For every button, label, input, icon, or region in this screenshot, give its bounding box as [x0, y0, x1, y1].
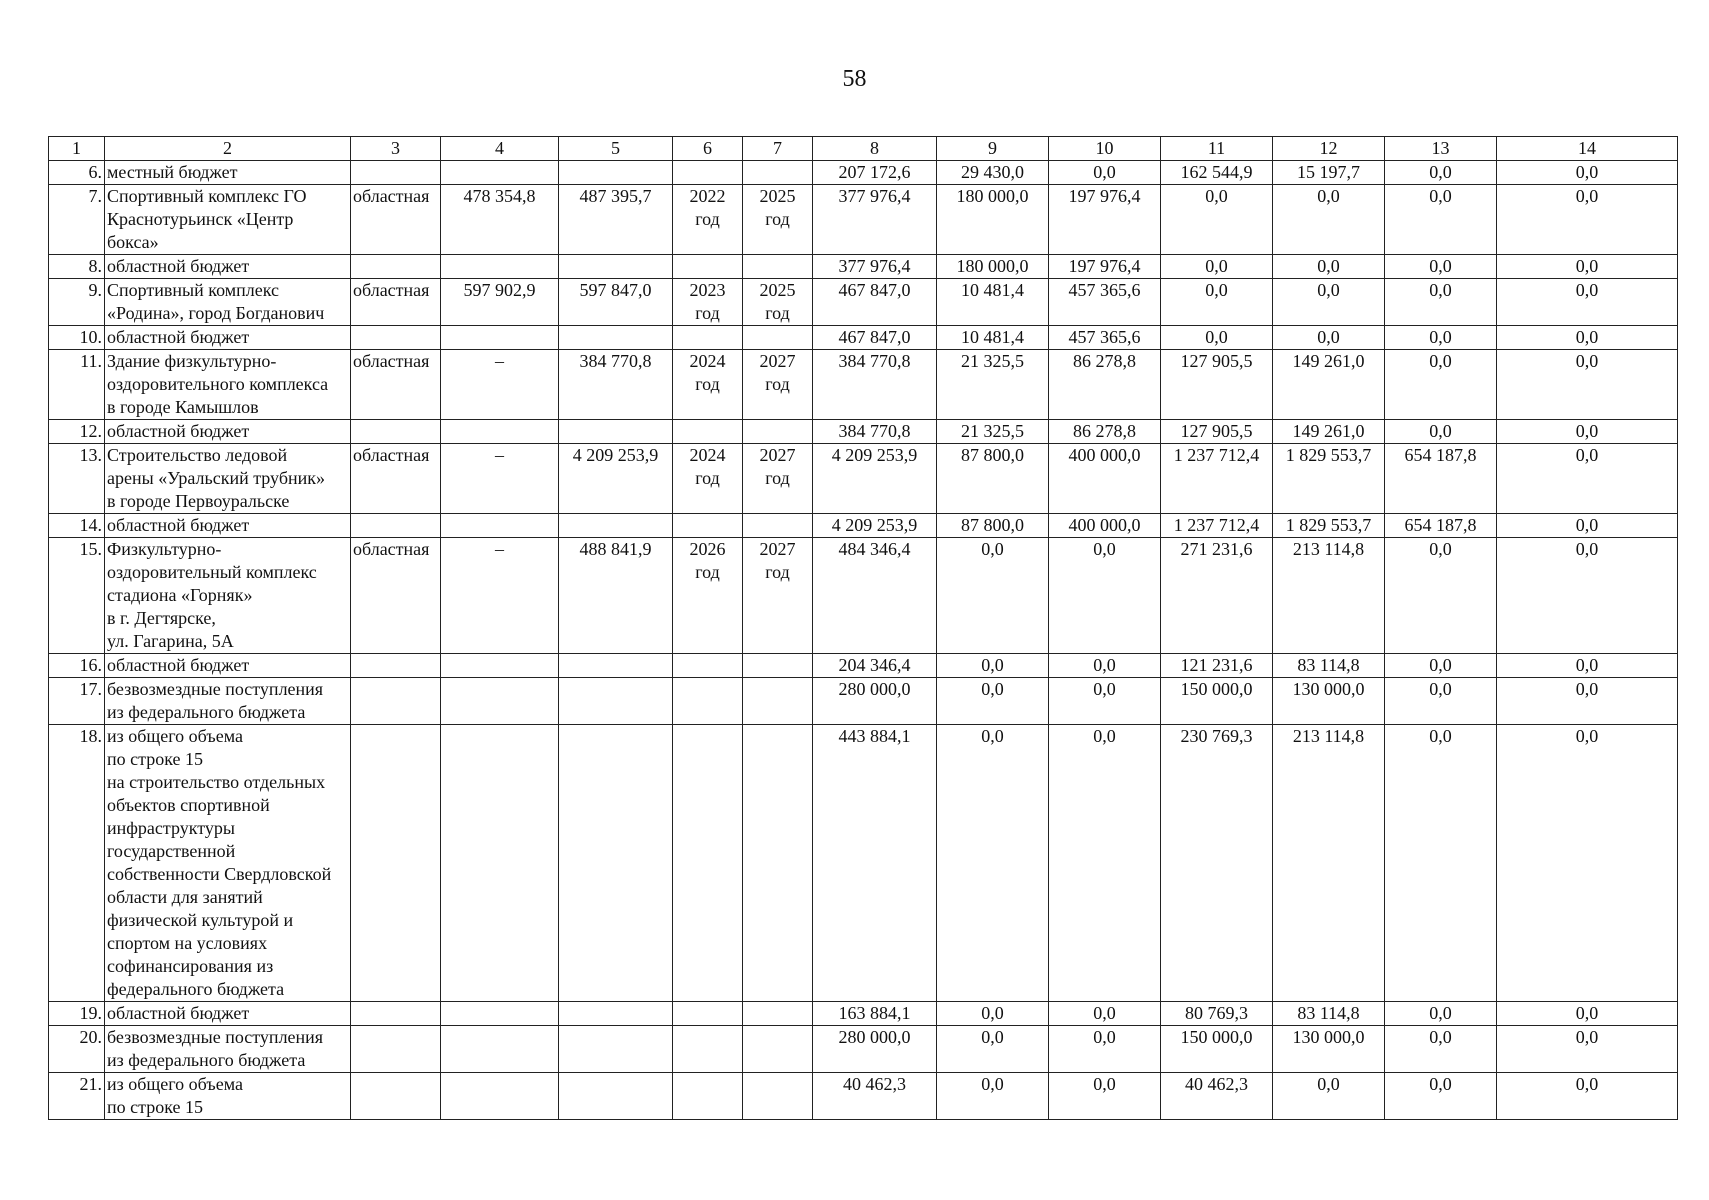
start-year: [673, 678, 743, 725]
amount-col-10: 0,0: [1049, 1002, 1161, 1026]
amount-col-10: 0,0: [1049, 725, 1161, 1002]
end-year: 2027 год: [743, 444, 813, 514]
amount-col-14: 0,0: [1497, 279, 1678, 326]
amount-col-14: 0,0: [1497, 514, 1678, 538]
estimated-cost: [441, 1002, 559, 1026]
amount-col-12: 130 000,0: [1273, 1026, 1385, 1073]
amount-col-13: 0,0: [1385, 538, 1497, 654]
amount-col-12: 149 261,0: [1273, 420, 1385, 444]
row-name: местный бюджет: [105, 161, 351, 185]
object-type: областная: [351, 350, 441, 420]
amount-col-12: 149 261,0: [1273, 350, 1385, 420]
estimated-cost: 478 354,8: [441, 185, 559, 255]
contract-cost: [559, 255, 673, 279]
amount-col-12: 0,0: [1273, 279, 1385, 326]
header-row: [49, 137, 1678, 161]
amount-col-11: 80 769,3: [1161, 1002, 1273, 1026]
amount-col-12: 213 114,8: [1273, 538, 1385, 654]
table-row: [49, 1026, 1678, 1073]
table-row: [49, 538, 1678, 654]
row-name: безвозмездные поступления из федерального бюджета: [105, 1026, 351, 1073]
estimated-cost: –: [441, 350, 559, 420]
amount-col-8: 443 884,1: [813, 725, 937, 1002]
amount-col-9: 180 000,0: [937, 185, 1049, 255]
estimated-cost: [441, 1073, 559, 1120]
start-year: [673, 1073, 743, 1120]
object-type: [351, 725, 441, 1002]
estimated-cost: [441, 161, 559, 185]
column-header: 8: [813, 137, 937, 161]
start-year: [673, 725, 743, 1002]
row-name: из общего объема по строке 15: [105, 1073, 351, 1120]
amount-col-8: 207 172,6: [813, 161, 937, 185]
contract-cost: [559, 1026, 673, 1073]
amount-col-14: 0,0: [1497, 725, 1678, 1002]
column-header: 7: [743, 137, 813, 161]
amount-col-8: 280 000,0: [813, 1026, 937, 1073]
amount-col-13: 0,0: [1385, 350, 1497, 420]
amount-col-10: 197 976,4: [1049, 255, 1161, 279]
amount-col-8: 384 770,8: [813, 350, 937, 420]
amount-col-9: 0,0: [937, 678, 1049, 725]
estimated-cost: [441, 514, 559, 538]
amount-col-11: 230 769,3: [1161, 725, 1273, 1002]
start-year: [673, 255, 743, 279]
amount-col-13: 0,0: [1385, 279, 1497, 326]
table-row: [49, 185, 1678, 255]
contract-cost: 4 209 253,9: [559, 444, 673, 514]
amount-col-13: 0,0: [1385, 255, 1497, 279]
table-row: [49, 678, 1678, 725]
end-year: 2025 год: [743, 279, 813, 326]
estimated-cost: [441, 678, 559, 725]
table-row: [49, 1002, 1678, 1026]
amount-col-14: 0,0: [1497, 161, 1678, 185]
estimated-cost: –: [441, 538, 559, 654]
contract-cost: [559, 1002, 673, 1026]
row-name: Строительство ледовой арены «Уральский трубник» в городе Первоуральске: [105, 444, 351, 514]
table-row: [49, 725, 1678, 1002]
amount-col-11: 0,0: [1161, 185, 1273, 255]
row-name: Спортивный комплекс «Родина», город Богданович: [105, 279, 351, 326]
amount-col-9: 87 800,0: [937, 514, 1049, 538]
amount-col-11: 150 000,0: [1161, 678, 1273, 725]
amount-col-8: 467 847,0: [813, 279, 937, 326]
amount-col-10: 400 000,0: [1049, 514, 1161, 538]
amount-col-13: 654 187,8: [1385, 444, 1497, 514]
amount-col-9: 21 325,5: [937, 420, 1049, 444]
object-type: [351, 255, 441, 279]
amount-col-12: 0,0: [1273, 255, 1385, 279]
object-type: областная: [351, 538, 441, 654]
amount-col-11: 1 237 712,4: [1161, 444, 1273, 514]
end-year: [743, 1002, 813, 1026]
amount-col-9: 21 325,5: [937, 350, 1049, 420]
page-number: 58: [842, 66, 867, 92]
row-name: безвозмездные поступления из федерального бюджета: [105, 678, 351, 725]
row-number: 17.: [49, 678, 105, 725]
row-name: областной бюджет: [105, 255, 351, 279]
amount-col-10: 0,0: [1049, 538, 1161, 654]
amount-col-8: 4 209 253,9: [813, 444, 937, 514]
amount-col-9: 0,0: [937, 1073, 1049, 1120]
row-number: 16.: [49, 654, 105, 678]
end-year: [743, 514, 813, 538]
table-row: [49, 255, 1678, 279]
row-number: 6.: [49, 161, 105, 185]
end-year: 2027 год: [743, 350, 813, 420]
estimated-cost: 597 902,9: [441, 279, 559, 326]
amount-col-14: 0,0: [1497, 350, 1678, 420]
contract-cost: [559, 725, 673, 1002]
start-year: 2024 год: [673, 444, 743, 514]
start-year: 2022 год: [673, 185, 743, 255]
amount-col-14: 0,0: [1497, 420, 1678, 444]
row-number: 10.: [49, 326, 105, 350]
amount-col-11: 0,0: [1161, 279, 1273, 326]
row-name: Физкультурно- оздоровительный комплекс стадиона «Горняк» в г. Дегтярске, ул. Гагарина, 5А: [105, 538, 351, 654]
column-header: 11: [1161, 137, 1273, 161]
object-type: [351, 326, 441, 350]
amount-col-8: 377 976,4: [813, 185, 937, 255]
start-year: [673, 514, 743, 538]
contract-cost: 597 847,0: [559, 279, 673, 326]
amount-col-13: 0,0: [1385, 1073, 1497, 1120]
end-year: [743, 678, 813, 725]
estimated-cost: [441, 420, 559, 444]
row-name: областной бюджет: [105, 326, 351, 350]
amount-col-12: 1 829 553,7: [1273, 444, 1385, 514]
table-row: [49, 161, 1678, 185]
amount-col-14: 0,0: [1497, 255, 1678, 279]
amount-col-9: 180 000,0: [937, 255, 1049, 279]
amount-col-8: 377 976,4: [813, 255, 937, 279]
end-year: 2025 год: [743, 185, 813, 255]
amount-col-13: 0,0: [1385, 161, 1497, 185]
amount-col-13: 0,0: [1385, 678, 1497, 725]
amount-col-14: 0,0: [1497, 444, 1678, 514]
object-type: [351, 654, 441, 678]
object-type: [351, 514, 441, 538]
amount-col-13: 0,0: [1385, 326, 1497, 350]
amount-col-13: 654 187,8: [1385, 514, 1497, 538]
amount-col-10: 0,0: [1049, 678, 1161, 725]
contract-cost: [559, 514, 673, 538]
start-year: [673, 161, 743, 185]
column-header: 6: [673, 137, 743, 161]
amount-col-14: 0,0: [1497, 326, 1678, 350]
start-year: [673, 654, 743, 678]
amount-col-10: 86 278,8: [1049, 350, 1161, 420]
amount-col-14: 0,0: [1497, 1026, 1678, 1073]
contract-cost: 384 770,8: [559, 350, 673, 420]
amount-col-11: 0,0: [1161, 255, 1273, 279]
amount-col-8: 484 346,4: [813, 538, 937, 654]
row-number: 18.: [49, 725, 105, 1002]
contract-cost: [559, 161, 673, 185]
amount-col-8: 384 770,8: [813, 420, 937, 444]
amount-col-8: 280 000,0: [813, 678, 937, 725]
estimated-cost: [441, 255, 559, 279]
amount-col-11: 127 905,5: [1161, 420, 1273, 444]
amount-col-14: 0,0: [1497, 1002, 1678, 1026]
amount-col-10: 86 278,8: [1049, 420, 1161, 444]
end-year: 2027 год: [743, 538, 813, 654]
amount-col-13: 0,0: [1385, 654, 1497, 678]
column-header: 2: [105, 137, 351, 161]
column-header: 1: [49, 137, 105, 161]
row-number: 7.: [49, 185, 105, 255]
object-type: областная: [351, 444, 441, 514]
end-year: [743, 1026, 813, 1073]
amount-col-8: 40 462,3: [813, 1073, 937, 1120]
amount-col-11: 0,0: [1161, 326, 1273, 350]
contract-cost: 488 841,9: [559, 538, 673, 654]
estimated-cost: [441, 1026, 559, 1073]
amount-col-9: 87 800,0: [937, 444, 1049, 514]
amount-col-10: 197 976,4: [1049, 185, 1161, 255]
end-year: [743, 1073, 813, 1120]
amount-col-10: 0,0: [1049, 161, 1161, 185]
amount-col-8: 4 209 253,9: [813, 514, 937, 538]
estimated-cost: [441, 654, 559, 678]
object-type: [351, 1002, 441, 1026]
amount-col-9: 0,0: [937, 725, 1049, 1002]
object-type: областная: [351, 185, 441, 255]
row-number: 12.: [49, 420, 105, 444]
start-year: [673, 1002, 743, 1026]
amount-col-12: 0,0: [1273, 185, 1385, 255]
row-name: областной бюджет: [105, 1002, 351, 1026]
amount-col-10: 400 000,0: [1049, 444, 1161, 514]
row-number: 13.: [49, 444, 105, 514]
row-number: 11.: [49, 350, 105, 420]
row-number: 19.: [49, 1002, 105, 1026]
row-name: Спортивный комплекс ГО Краснотурьинск «Центр бокса»: [105, 185, 351, 255]
contract-cost: 487 395,7: [559, 185, 673, 255]
amount-col-8: 163 884,1: [813, 1002, 937, 1026]
amount-col-12: 83 114,8: [1273, 1002, 1385, 1026]
object-type: областная: [351, 279, 441, 326]
amount-col-10: 0,0: [1049, 1026, 1161, 1073]
amount-col-12: 1 829 553,7: [1273, 514, 1385, 538]
column-header: 13: [1385, 137, 1497, 161]
start-year: 2024 год: [673, 350, 743, 420]
table-row: [49, 420, 1678, 444]
amount-col-14: 0,0: [1497, 678, 1678, 725]
amount-col-13: 0,0: [1385, 420, 1497, 444]
table-row: [49, 279, 1678, 326]
amount-col-8: 204 346,4: [813, 654, 937, 678]
contract-cost: [559, 654, 673, 678]
amount-col-9: 0,0: [937, 1002, 1049, 1026]
column-header: 4: [441, 137, 559, 161]
amount-col-9: 10 481,4: [937, 279, 1049, 326]
amount-col-10: 457 365,6: [1049, 326, 1161, 350]
amount-col-11: 127 905,5: [1161, 350, 1273, 420]
amount-col-9: 10 481,4: [937, 326, 1049, 350]
row-name: областной бюджет: [105, 654, 351, 678]
row-name: Здание физкультурно- оздоровительного комплекса в городе Камышлов: [105, 350, 351, 420]
amount-col-9: 29 430,0: [937, 161, 1049, 185]
row-number: 15.: [49, 538, 105, 654]
row-name: из общего объема по строке 15 на строительство отдельных объектов спортивной инфраструктуры государственной собственности Свердловской области для занятий физической культурой и спортом на условиях софинансирования из федерального бюджета: [105, 725, 351, 1002]
amount-col-10: 457 365,6: [1049, 279, 1161, 326]
amount-col-9: 0,0: [937, 1026, 1049, 1073]
contract-cost: [559, 1073, 673, 1120]
budget-table: [48, 136, 1678, 1120]
contract-cost: [559, 678, 673, 725]
start-year: 2023 год: [673, 279, 743, 326]
row-name: областной бюджет: [105, 420, 351, 444]
amount-col-9: 0,0: [937, 654, 1049, 678]
amount-col-12: 0,0: [1273, 1073, 1385, 1120]
amount-col-14: 0,0: [1497, 538, 1678, 654]
estimated-cost: [441, 326, 559, 350]
column-header: 9: [937, 137, 1049, 161]
contract-cost: [559, 326, 673, 350]
amount-col-8: 467 847,0: [813, 326, 937, 350]
column-header: 10: [1049, 137, 1161, 161]
amount-col-12: 83 114,8: [1273, 654, 1385, 678]
start-year: 2026 год: [673, 538, 743, 654]
start-year: [673, 1026, 743, 1073]
row-name: областной бюджет: [105, 514, 351, 538]
end-year: [743, 161, 813, 185]
end-year: [743, 255, 813, 279]
end-year: [743, 654, 813, 678]
table-row: [49, 1073, 1678, 1120]
column-header: 3: [351, 137, 441, 161]
amount-col-13: 0,0: [1385, 1002, 1497, 1026]
table-row: [49, 444, 1678, 514]
start-year: [673, 420, 743, 444]
object-type: [351, 1073, 441, 1120]
row-number: 9.: [49, 279, 105, 326]
amount-col-11: 162 544,9: [1161, 161, 1273, 185]
row-number: 20.: [49, 1026, 105, 1073]
row-number: 14.: [49, 514, 105, 538]
amount-col-10: 0,0: [1049, 654, 1161, 678]
amount-col-14: 0,0: [1497, 185, 1678, 255]
amount-col-11: 121 231,6: [1161, 654, 1273, 678]
object-type: [351, 1026, 441, 1073]
amount-col-13: 0,0: [1385, 725, 1497, 1002]
end-year: [743, 420, 813, 444]
amount-col-12: 15 197,7: [1273, 161, 1385, 185]
amount-col-10: 0,0: [1049, 1073, 1161, 1120]
amount-col-12: 213 114,8: [1273, 725, 1385, 1002]
amount-col-13: 0,0: [1385, 185, 1497, 255]
object-type: [351, 420, 441, 444]
amount-col-11: 150 000,0: [1161, 1026, 1273, 1073]
estimated-cost: –: [441, 444, 559, 514]
amount-col-9: 0,0: [937, 538, 1049, 654]
amount-col-14: 0,0: [1497, 1073, 1678, 1120]
amount-col-14: 0,0: [1497, 654, 1678, 678]
start-year: [673, 326, 743, 350]
amount-col-12: 0,0: [1273, 326, 1385, 350]
table-body: [49, 161, 1678, 1120]
amount-col-11: 1 237 712,4: [1161, 514, 1273, 538]
end-year: [743, 326, 813, 350]
column-header: 14: [1497, 137, 1678, 161]
amount-col-12: 130 000,0: [1273, 678, 1385, 725]
table-row: [49, 514, 1678, 538]
object-type: [351, 161, 441, 185]
row-number: 21.: [49, 1073, 105, 1120]
object-type: [351, 678, 441, 725]
table-row: [49, 326, 1678, 350]
amount-col-13: 0,0: [1385, 1026, 1497, 1073]
table-row: [49, 654, 1678, 678]
amount-col-11: 40 462,3: [1161, 1073, 1273, 1120]
column-header: 5: [559, 137, 673, 161]
contract-cost: [559, 420, 673, 444]
column-header: 12: [1273, 137, 1385, 161]
table-row: [49, 350, 1678, 420]
estimated-cost: [441, 725, 559, 1002]
amount-col-11: 271 231,6: [1161, 538, 1273, 654]
end-year: [743, 725, 813, 1002]
row-number: 8.: [49, 255, 105, 279]
